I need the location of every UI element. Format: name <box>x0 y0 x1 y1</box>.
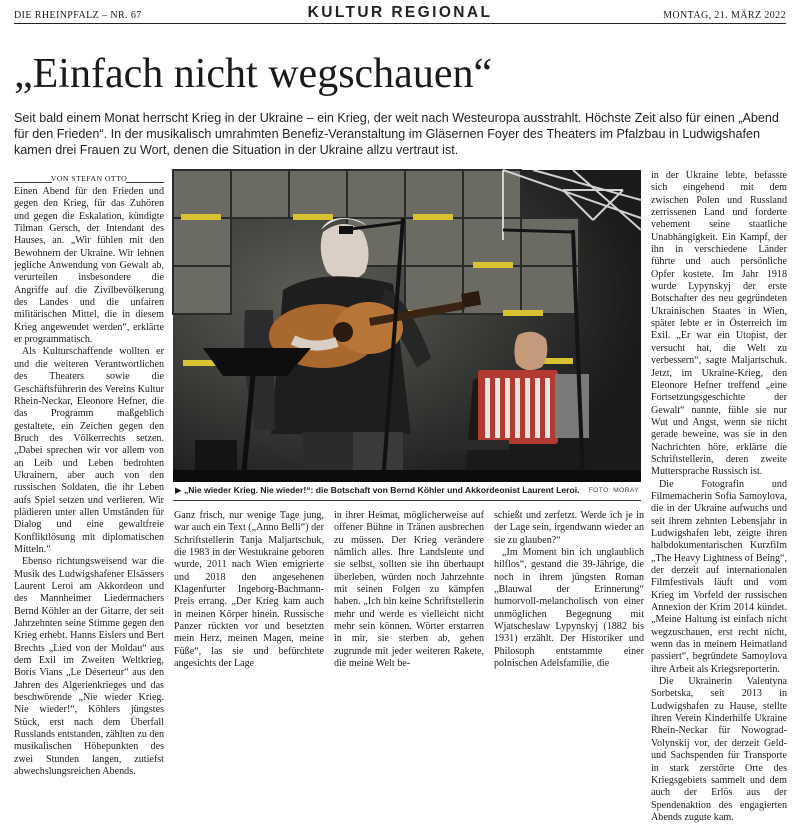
paragraph: Die Fotografin und Filmemacherin Sofia Samoylova, die in der Ukraine aufwuchs und seit ihrem zehnten Lebensjahr in Ludwigshafen lebt, zeigte ihren halbdokumentarischen Kurzfilm „The Heavy Lightness of Being“, der derzeit auf internationalen Filmfestivals läuft und vom Krieg im Vorfeld der russischen Annexion der Krim 2014 kündet. „Meine Haltung ist einfach nicht wegzuschauen, erst recht nicht, wenn das in meinem Heimatland passiert“, begründete Samoylova ihre Arbeit als Kriegsreporterin. <box>651 478 787 675</box>
photo-caption <box>173 483 641 497</box>
caption-bullet: ▶ <box>175 485 184 495</box>
article-column-4 <box>494 510 644 670</box>
paragraph: in der Ukraine lebte, befasste sich eingehend mit dem zwischen Polen und Russland zerrissenen Land und forderte vehement seine staatliche Unabhängigkeit. Ein Kampf, der ihn in verschiedene Länder führte und auch persönliche Opfer kostete. Im Jahr 1918 wurde Lypynskyj der erste Botschafter des neu gegründeten Ukrainischen Staates in Wien, später lebte er in Österreich im Exil. „Er war ein Utopist, der versucht hat, die Welt zu verbessern“, sagte Maljartschuk. Jetzt, im Ukraine-Krieg, den Eleonore Hefner treffend „eine Fortsetzungsgeschichte der Gewalt“ nannte, fühle sie nur Wut und Angst, wenn sie nicht gerade beweine, was sie in den Nachrichten höre, erklärte die Schriftstellerin, deren zweite Muttersprache Russisch ist. <box>651 170 787 478</box>
section-title: KULTUR REGIONAL <box>307 4 493 21</box>
masthead-rule <box>14 23 786 24</box>
paragraph: Ebenso richtungsweisend war die Musik des Ludwigshafener Elsässers Laurent Leroi am Akkordeon und des Mannheimer Liedermachers Bernd Köhler an der Gitarre, der seit Jahrzehnten seine Stimme gegen den Krieg erhebt. Hanns Eislers und Bert Brechts „Lied von der Moldau“ aus dem Exil im Zweiten Weltkrieg, Boris Vians „Le Déserteur“ aus den Jahren des Algerienkrieges und das beschwörende „Nie wieder Krieg. Nie wieder!“, Köhlers jüngstes Stück, erst nach dem Überfall Russlands entstanden, zählten zu den musikalischen Höhepunkten des zwei Stunden langen, zutiefst abwechslungsreichen Abends. <box>14 556 164 778</box>
paragraph: Die Ukrainerin Valentyna Sorbetska, seit 2013 in Ludwigshafen zu Hause, stellte ihren Verein Kinderhilfe Ukraine Rhein-Neckar für Nowograd-Volynskij vor, der derzeit Geld- und Sachspenden für Transporte in stark zerstörte Orte des Kriegsgebiets sammelt und dem auch der Erlös aus der Spendenaktion des engagierten Abends zugute kam. <box>651 676 787 823</box>
issue-date: MONTAG, 21. MÄRZ 2022 <box>663 10 786 21</box>
caption-text: „Nie wieder Krieg. Nie wieder!“: die Botschaft von Bernd Köhler und Akkordeonist Laurent Leroi. <box>184 485 580 495</box>
byline-rule <box>14 182 164 183</box>
paragraph: Als Kulturschaffende wollten er und die weiteren Verantwortlichen des Theaters sowie die Geschäftsführerin des Vereins Kultur Rhein-Neckar, Eleonore Hefner, die das Programm maßgeblich gestaltete, ein Zeichen gegen den Bruch des Völkerrechts setzen. „Dabei sprechen wir vor allem von an Leib und Leben bedrohten Ukrainern, aber auch von den russischen Soldaten, die ihr Leben aufs Spiel setzen und verlieren. Wir plädieren unter allen Umständen für Dialog und eine gewaltfreie Konfliktlösung mit diplomatischen Mitteln.“ <box>14 346 164 555</box>
article-column-5 <box>651 170 787 823</box>
byline: VON STEFAN OTTO <box>50 174 128 183</box>
paper-issue: DIE RHEINPFALZ – NR. 67 <box>14 10 142 21</box>
article-column-3 <box>334 510 484 670</box>
headline: „Einfach nicht wegschauen“ <box>14 51 493 97</box>
concert-photo <box>173 170 641 482</box>
article-column-2 <box>174 510 324 670</box>
paragraph: „Im Moment bin ich unglaublich hilflos“, gestand die 39-Jährige, die noch in ihrem jüngsten Roman „Blauwal der Erinnerung“ humorvoll-melancholisch von einer unmöglichen Begegnung mit Wjatscheslaw Lypynskyj (1882 bis 1931) erzählt. Der Historiker und Philosoph entstammte einer polnischen Adelsfamilie, die <box>494 547 644 670</box>
lead-paragraph: Seit bald einem Monat herrscht Krieg in der Ukraine – ein Krieg, der weit nach Westeuropa ausstrahlt. Höchste Zeit also für einen „Abend für den Frieden“. In der musikalisch umrahmten Benefiz-Veranstaltung im Gläsernen Foyer des Theaters im Pfalzbau in Ludwigshafen kamen drei Frauen zu Wort, denen die Situation in der Ukraine allzu vertraut ist. <box>14 111 779 157</box>
caption-rule <box>173 500 641 501</box>
paragraph: in ihrer Heimat, möglicherweise auf offener Bühne in Tränen ausbrechen zu müssen. Der Krieg verändere nämlich alles. Ihre Landsleute und sie selbst, sollten sie ihn überhaupt überleben, würden noch Jahrzehnte mit seinen Folgen zu kämpfen haben. „Ich bin keine Schriftstellerin mehr und werde es vielleicht nicht mehr sein können. Wörter erstarren in mir, sie sterben ab, gehen zugrunde mit jeder weiteren Rakete, die meine Welt be- <box>334 510 484 670</box>
paragraph: schießt und zerfetzt. Werde ich je in der Lage sein, irgendwann wieder an sie zu glauben?“ <box>494 510 644 546</box>
paragraph: Einen Abend für den Frieden und gegen den Krieg, für das Zuhören und gegen die Eskalation, kündigte Tilman Gersch, der Intendant des Hauses, an. „Wir fühlen mit den Bewohnern der Ukraine. Wir lehnen jegliche Anwendung von Gewalt ab, verurteilen insbesondere die Angriffe auf die Zivilbevölkerung des Landes und die unfairen militärischen Mittel, die in diesem Krieg angewendet werden“, erklärte er programmatisch. <box>14 186 164 346</box>
article-column-1 <box>14 186 164 778</box>
paragraph: Ganz frisch, nur wenige Tage jung, war auch ein Text („Anno Belli“) der Schriftstellerin Tanja Maljartschuk, die 1983 in der Westukraine geboren wurde, 2011 nach Wien emigrierte und 2018 den angesehenen Klagenfurter Ingeborg-Bachmann-Preis errang. „Der Krieg kam auch in meinen Körper hinein. Russische Panzer rückten vor und besetzten mein Herz, meinen Magen, meine Füße“, las sie und befürchtete angesichts der Lage <box>174 510 324 670</box>
masthead <box>14 6 786 24</box>
photo-credit: FOTO: MORAY <box>588 487 639 494</box>
